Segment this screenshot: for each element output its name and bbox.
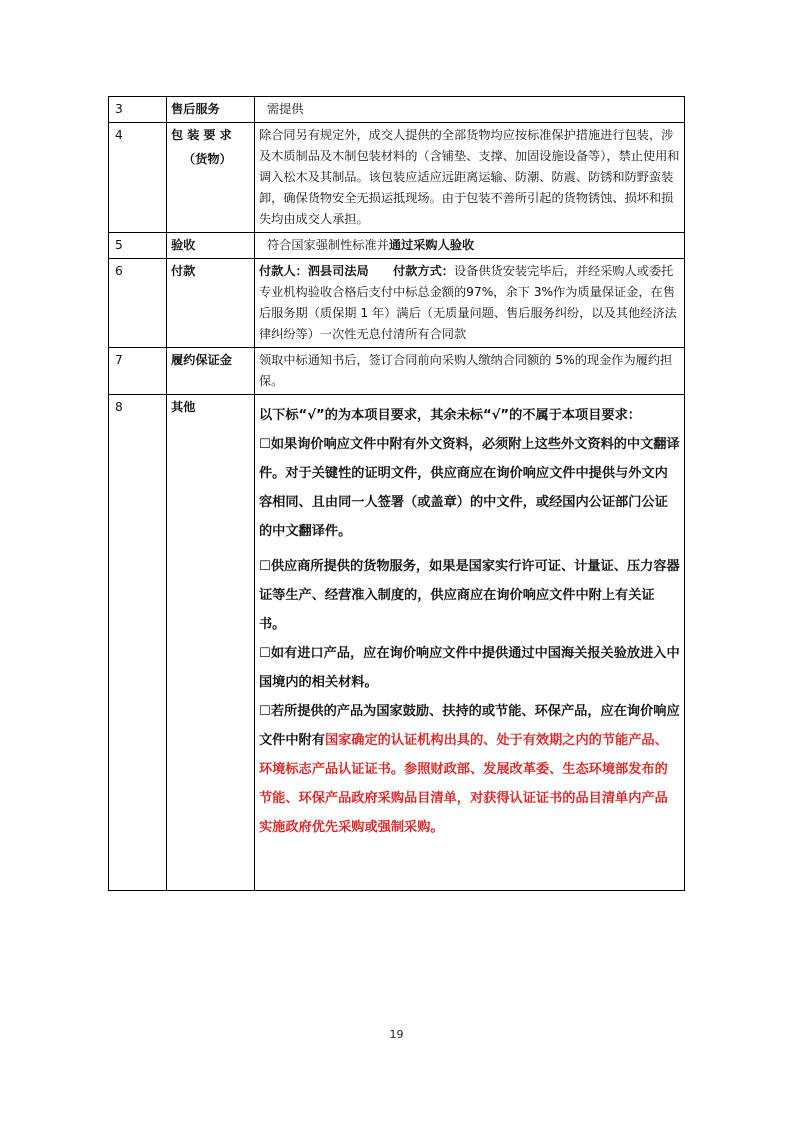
row-content [255,97,685,123]
row-content-emphasis: 付款人：泗县司法局 付款方式： [259,264,454,278]
note-eco-text: ☐若所提供的产品为国家鼓励、扶持的或节能、环保产品，应在询价响应文件中附有 [259,704,680,748]
table-row [109,259,685,348]
row-number: 6 [109,259,167,348]
row-item: 付款 [167,259,255,348]
row-item [167,123,255,233]
note-certificates: ☐供应商所提供的货物服务，如果是国家实行许可证、计量证、压力容器证等生产、经营准入制度的，供应商应在询价响应文件中附上有关证书。 [259,559,680,632]
row-item: 售后服务 [167,97,255,123]
row-content-text: 需提供 [267,102,304,116]
table-row [109,233,685,259]
row-number: 5 [109,233,167,259]
page-number: 19 [389,1028,404,1041]
table-row [109,123,685,233]
note-eco-highlight: 国家确定的认证机构出具的、处于有效期之内的节能产品、环境标志产品认证证书。参照财政部、发展改革委、生态环境部发布的节能、环保产品政府采购品目清单，对获得认证证书的品目清单内产品实施政府优先采购或强制采购。 [259,733,668,835]
note-imports: ☐如有进口产品，应在询价响应文件中提供通过中国海关报关验放进入中国境内的相关材料。 [259,646,680,690]
row-number: 4 [109,123,167,233]
row-item-line2: （货物） [183,152,232,166]
row-item: 履约保证金 [167,348,255,395]
row-content [255,259,685,348]
row-number: 8 [109,395,167,891]
notes-intro: 以下标“√”的为本项目要求，其余未标“√”的不属于本项目要求： [259,408,641,423]
row-item: 其他 [167,395,255,891]
row-content: 除合同另有规定外，成交人提供的全部货物均应按标准保护措施进行包装，涉及木质制品及木制包装材料的（含铺垫、支撑、加固设施设备等），禁止使用和调入松木及其制品。该包装应适应远距离运输、防潮、防震、防锈和防野蛮装卸，确保货物安全无损运抵现场。由于包装不善所引起的货物锈蚀、损坏和损失均由成交人承担。 [255,123,685,233]
row-content-text: 符合国家强制性标准并 [267,238,389,252]
requirements-table [108,96,685,891]
row-content-notes [255,395,685,891]
row-item-line1: 包装要求 [171,128,236,142]
row-content-emphasis: 通过采购人验收 [388,238,475,252]
note-eco-products [259,697,680,842]
row-content [255,233,685,259]
row-content-text: 设备供货安装完毕后，并经采购人或委托专业机构验收合格后支付中标总金额的97%，余下 3%作为质量保证金，在售后服务期（质保期 1 年）满后（无质量问题、售后服务纠纷，以及其他经济法律纠纷等）一次性无息付清所有合同款 [259,264,677,341]
table-row [109,348,685,395]
row-item: 验收 [167,233,255,259]
table-row [109,395,685,891]
row-number: 7 [109,348,167,395]
table-row [109,97,685,123]
note-foreign-docs: ☐如果询价响应文件中附有外文资料，必须附上这些外文资料的中文翻译件。对于关键性的证明文件，供应商应在询价响应文件中提供与外文内容相同、且由同一人签署（或盖章）的中文件，或经国内公证部门公证的中文翻译件。 [259,437,680,539]
row-content: 领取中标通知书后，签订合同前向采购人缴纳合同额的 5%的现金作为履约担保。 [255,348,685,395]
row-number: 3 [109,97,167,123]
